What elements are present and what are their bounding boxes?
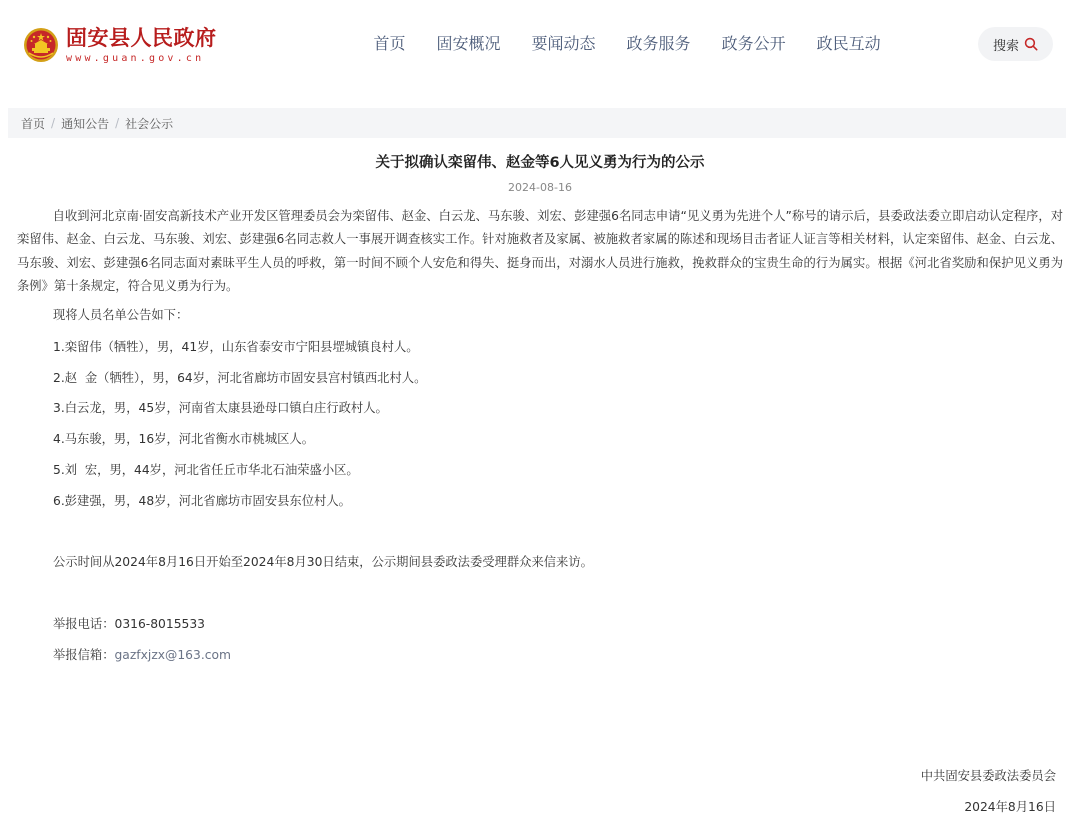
search-button[interactable] [978, 27, 1053, 61]
site-name: 固安县人民政府 [66, 26, 217, 50]
breadcrumb [8, 108, 1066, 138]
breadcrumb-separator: / [51, 116, 56, 130]
report-phone [53, 614, 205, 634]
site-header [0, 0, 1080, 90]
nav-item-overview[interactable]: 固安概况 [436, 34, 501, 53]
issue-date: 2024年8月16日 [964, 800, 1056, 814]
article-intro-paragraph: 自收到河北京南·固安高新技术产业开发区管理委员会为栾留伟、赵金、白云龙、马东骏、刘宏、彭建强6名同志申请“见义勇为先进个人”称号的请示后，县委政法委立即启动认定程序，对栾留伟、赵金、白云龙、马东骏、刘宏、彭建强6名同志救人一事展开调查核实工作。针对施救者及家属、被施救者家属的陈述和现场目击者证人证言等相关材料，认定栾留伟、赵金、白云龙、马东骏、刘宏、彭建强6名同志面对素昧平生人员的呼救，第一时间不顾个人安危和得失、挺身而出，对溺水人员进行施救，挽救群众的宝贵生命的行为属实。根据《河北省奖励和保护见义勇为条例》第十条规定，符合见义勇为行为。 [17, 209, 1063, 293]
report-email-label: 举报信箱： [53, 648, 115, 662]
person-item: 5.刘 宏，男，44岁，河北省任丘市华北石油荣盛小区。 [53, 463, 359, 477]
nav-item-home[interactable]: 首页 [373, 34, 406, 53]
person-item: 2.赵 金（牺牲），男，64岁，河北省廊坊市固安县宫村镇西北村人。 [53, 371, 427, 385]
site-logo[interactable] [23, 25, 217, 65]
person-item: 3.白云龙，男，45岁，河南省太康县逊母口镇白庄行政村人。 [53, 401, 388, 415]
breadcrumb-public-notice: 社会公示 [125, 116, 174, 131]
nav-item-news[interactable]: 要闻动态 [531, 34, 596, 53]
site-url: www.guan.gov.cn [66, 53, 205, 64]
nav-item-interaction[interactable]: 政民互动 [816, 34, 881, 53]
report-email [53, 645, 231, 665]
report-email-link[interactable]: gazfxjzx@163.com [114, 648, 231, 662]
nav-item-services[interactable]: 政务服务 [626, 34, 691, 53]
person-item: 6.彭建强，男，48岁，河北省廊坊市固安县东位村人。 [53, 494, 351, 508]
article-title: 关于拟确认栾留伟、赵金等6人见义勇为行为的公示 [375, 155, 705, 171]
search-button-label: 搜索 [992, 38, 1019, 54]
breadcrumb-home[interactable]: 首页 [21, 116, 46, 131]
article-date: 2024-08-16 [508, 181, 572, 194]
report-phone-number: 0316-8015533 [114, 617, 205, 631]
breadcrumb-separator: / [115, 116, 120, 130]
search-icon [1024, 37, 1038, 51]
breadcrumb-notices[interactable]: 通知公告 [61, 116, 110, 131]
issuer: 中共固安县委政法委员会 [920, 769, 1056, 783]
report-phone-label: 举报电话： [53, 617, 115, 631]
main-nav [358, 30, 896, 58]
list-intro: 现将人员名单公告如下： [53, 308, 189, 322]
national-emblem-icon [23, 27, 59, 63]
person-item: 1.栾留伟（牺牲），男，41岁，山东省泰安市宁阳县堽城镇良村人。 [53, 340, 419, 354]
notice-period: 公示时间从2024年8月16日开始至2024年8月30日结束，公示期间县委政法委受理群众来信来访。 [53, 555, 593, 569]
person-item: 4.马东骏，男，16岁，河北省衡水市桃城区人。 [53, 432, 315, 446]
article-body [17, 205, 1063, 298]
nav-item-disclosure[interactable]: 政务公开 [721, 34, 786, 53]
